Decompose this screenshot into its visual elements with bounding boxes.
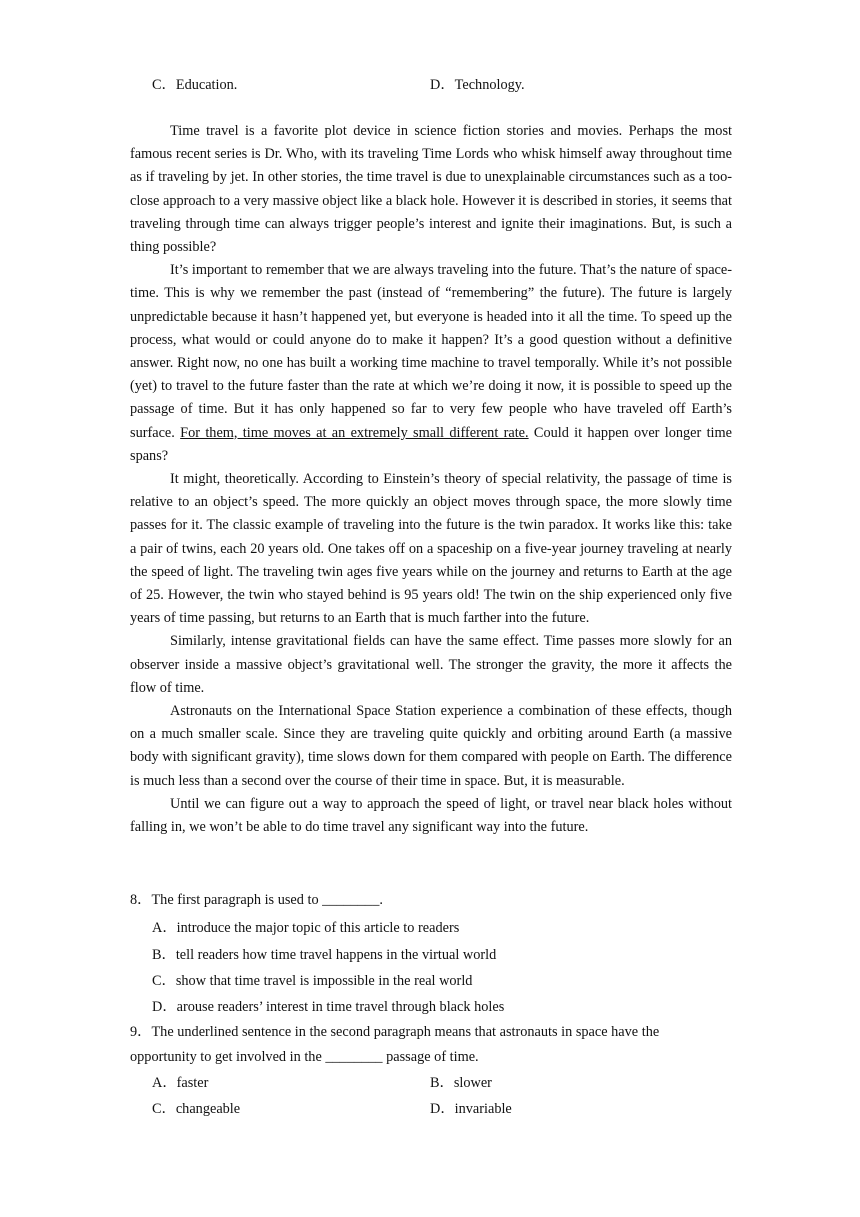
paragraph-2-text: It’s important to remember that we are always traveling into the future. That’s the nature of space-time. This is why we remember the past (instead of “remembering” the future). The future is largely unpredictable because it hasn’t happened yet, but everyone is headed into it all the time. To speed up the process, what would or could anyone do to make it happen? It’s a good question without a definitive answer. Right now, no one has built a working time machine to travel temporally. While it’s not possible (yet) to travel to the future faster than the rate at which we’re doing it now, it is possible to speed up the passage of time. But it has only happened so far to very few people who have traveled off Earth’s surface. bbox=[130, 262, 732, 441]
question-9-option-a: A．faster bbox=[152, 1075, 209, 1091]
question-8-option-c: C．show that time travel is impossible in the real world bbox=[152, 973, 473, 989]
question-9-stem: 9．The underlined sentence in the second paragraph means that astronauts in space have the opportunity to get involved in the ________ passage of time. bbox=[130, 1024, 660, 1065]
question-8-option-d: D．arouse readers’ interest in time travel through black holes bbox=[152, 999, 505, 1015]
paragraph-3: It might, theoretically. According to Einstein’s theory of special relativity, the passage of time is relative to an object’s speed. The more quickly an object moves through space, the more slowly time passes for it. The classic example of traveling into the future is the twin paradox. It works like this: take a pair of twins, each 20 years old. One takes off on a spaceship on a five-year journey traveling at nearly the speed of light. The traveling twin ages five years while on the journey and returns to Earth at the age of 25. However, the twin who stayed behind is 95 years old! The twin on the ship experienced only five years of time passing, but returns to an Earth that is much farther into the future. bbox=[130, 471, 732, 627]
paragraph-5: Astronauts on the International Space Station experience a combination of these effects, though on a much smaller scale. Since they are traveling quite quickly and orbiting around Earth (a massive body with significant gravity), time slows down for them compared with people on Earth. The difference is much less than a second over the course of their time in space. But, it is measurable. bbox=[130, 703, 732, 789]
paragraph-6: Until we can figure out a way to approach the speed of light, or travel near black holes without falling in, we won’t be able to do time travel any significant way into the future. bbox=[130, 795, 732, 836]
paragraph-2-end: Could it happen over longer time spans? bbox=[130, 424, 732, 464]
question-9-options-row-1 bbox=[152, 1072, 752, 1092]
question-9-option-d: D．invariable bbox=[430, 1101, 512, 1117]
paragraph-2 bbox=[130, 259, 732, 468]
paragraph-4: Similarly, intense gravitational fields can have the same effect. Time passes more slowly for an observer inside a massive object’s gravitational well. The stronger the gravity, the more it affects the flow of time. bbox=[130, 633, 732, 696]
question-9-option-b: B．slower bbox=[430, 1075, 492, 1091]
option-d: D．Technology. bbox=[430, 77, 525, 93]
question-9-option-c: C．changeable bbox=[152, 1101, 241, 1117]
option-c: C．Education. bbox=[152, 77, 238, 93]
question-9-options-row-2 bbox=[152, 1098, 752, 1118]
underlined-sentence: For them, time moves at an extremely small different rate. bbox=[180, 424, 529, 441]
paragraph-1: Time travel is a favorite plot device in science fiction stories and movies. Perhaps the most famous recent series is Dr. Who, with its traveling Time Lords who whisk himself away throughout time as if traveling by jet. In other stories, the time travel is due to unexplainable circumstances such as a too-close approach to a very massive object like a black hole. However it is described in stories, it seems that traveling through time can always trigger people’s interest and ignite their imaginations. But, is such a thing possible? bbox=[130, 123, 732, 256]
question-8-option-b: B．tell readers how time travel happens in the virtual world bbox=[152, 947, 497, 963]
question-8-option-a: A．introduce the major topic of this article to readers bbox=[152, 920, 460, 936]
question-8-stem: 8．The first paragraph is used to ________. bbox=[130, 892, 383, 908]
reading-passage bbox=[130, 120, 732, 839]
previous-question-options bbox=[152, 74, 752, 94]
